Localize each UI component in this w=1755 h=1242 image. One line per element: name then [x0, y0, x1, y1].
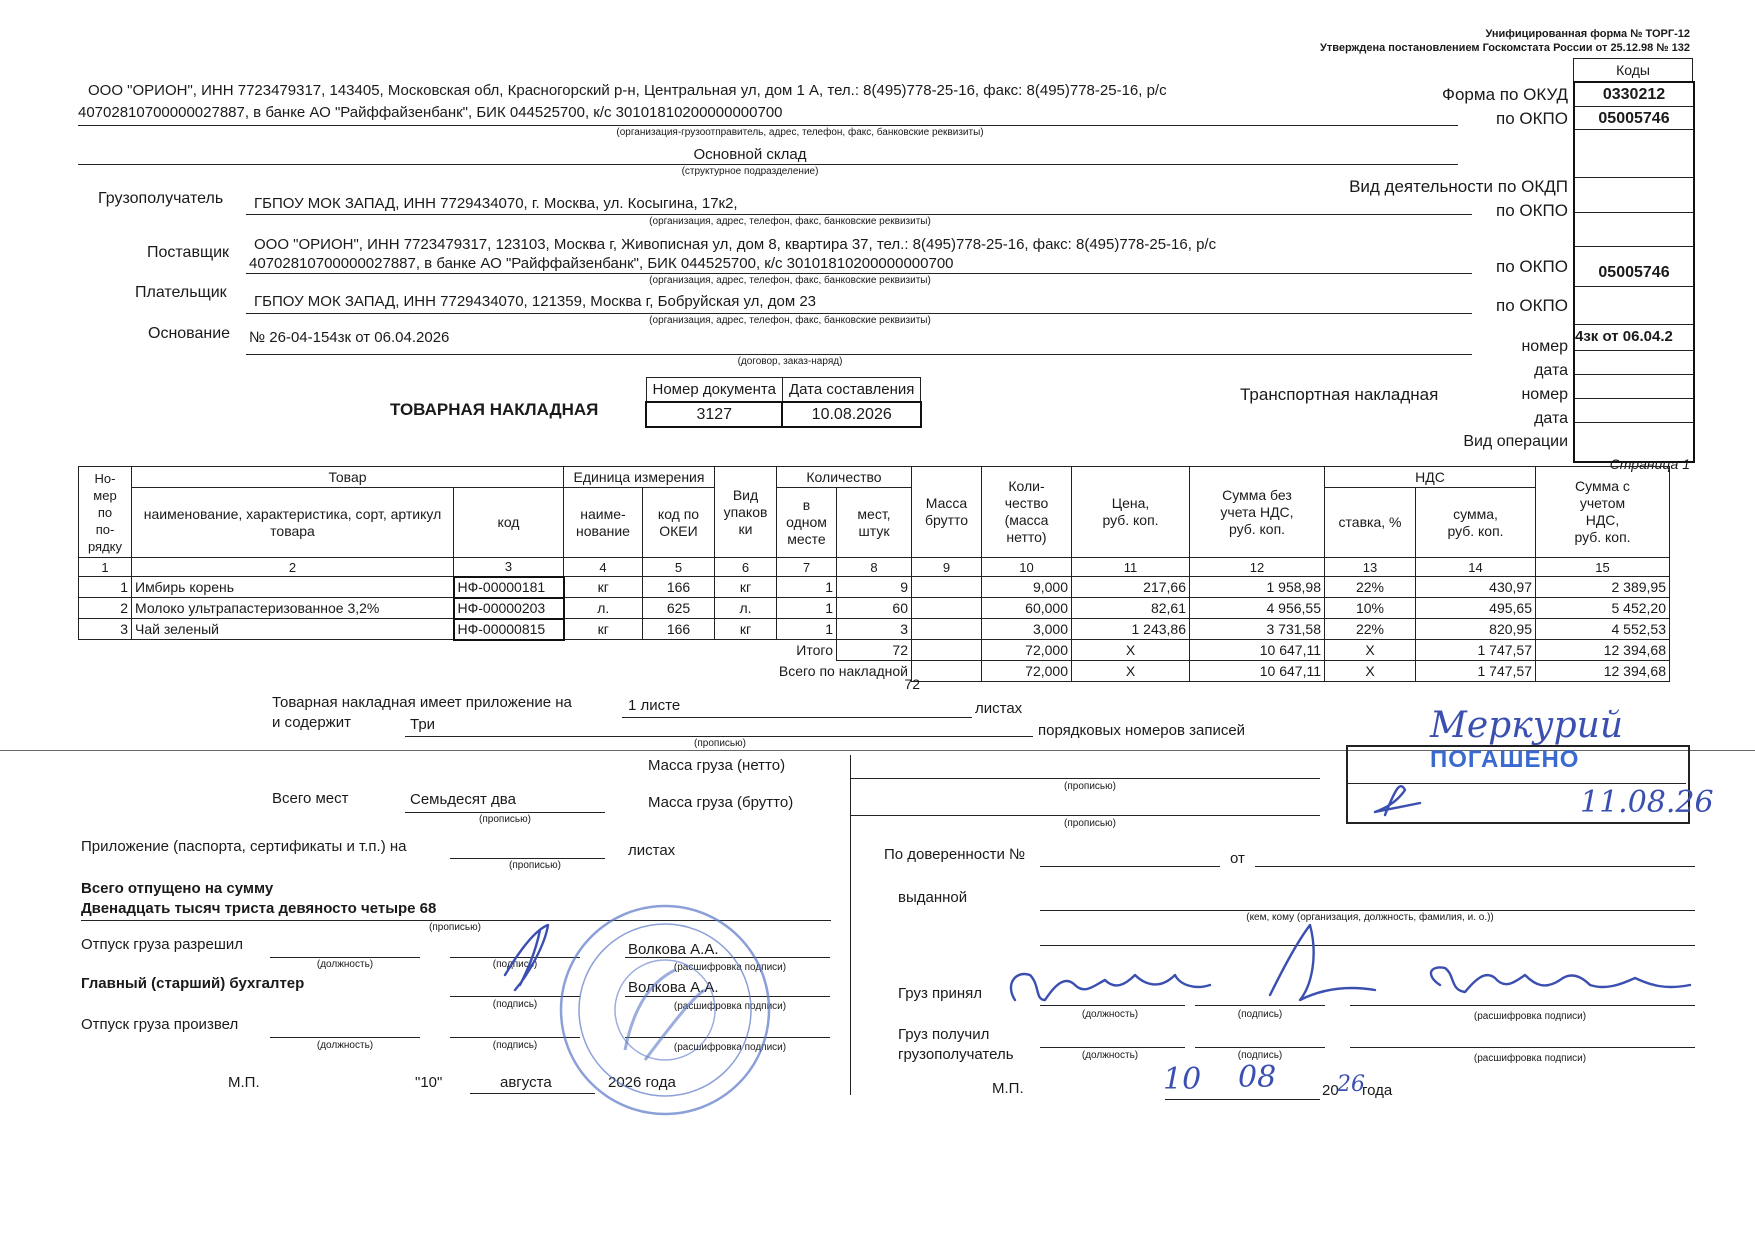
h-unit-name: наиме- нование	[564, 488, 643, 558]
vsego-net: 72,000	[982, 661, 1072, 682]
doc-title: ТОВАРНАЯ НАКЛАДНАЯ	[390, 400, 599, 419]
consignee-name-caption: (расшифровка подписи)	[1473, 1053, 1587, 1064]
vsego-vat: 1 747,57	[1416, 661, 1536, 682]
operation-label: Вид операции	[1463, 433, 1568, 450]
cell-code: НФ-00000815	[454, 619, 564, 640]
released-value: Двенадцать тысяч триста девяносто четыре 68	[81, 900, 437, 917]
itogo-places: 72	[837, 640, 912, 661]
supplier-label: Поставщик	[147, 244, 230, 261]
consignee-received-label-2: грузополучатель	[898, 1046, 1014, 1063]
okpo-shipper-code: 05005746	[1575, 107, 1693, 131]
h-qty: Количество	[777, 467, 912, 488]
release-day: "10"	[415, 1074, 443, 1091]
received-position-signature	[1011, 974, 1210, 1000]
cell-places: 60	[837, 598, 912, 619]
doc-date: 10.08.2026	[782, 402, 920, 427]
h-okei: код по ОКЕИ	[643, 488, 715, 558]
itogo-price: X	[1072, 640, 1190, 661]
receipt-month-handwritten: 08	[1238, 1060, 1277, 1095]
payer-label: Плательщик	[135, 284, 227, 301]
gross-caption: (прописью)	[1064, 818, 1116, 829]
basis-number-code: 4зк от 06.04.2	[1575, 325, 1693, 351]
doc-number-header: Номер документа	[646, 378, 782, 403]
cell-pack: кг	[715, 619, 777, 640]
consignee-pos-caption: (должность)	[1081, 1050, 1139, 1061]
cell-code: НФ-00000181	[454, 577, 564, 598]
cell-okei: 166	[643, 619, 715, 640]
column-number: 5	[643, 558, 715, 577]
supplier-line2: 40702810700000027887, в банке АО "Райффайзенбанк", БИК 044525700, к/с 30101810200000000700	[249, 255, 954, 272]
cell-vat: 495,65	[1416, 598, 1536, 619]
net-label: Масса груза (нетто)	[648, 757, 786, 774]
h-goods: Товар	[132, 467, 564, 488]
division-caption: (структурное подразделение)	[681, 166, 819, 177]
column-number: 2	[132, 558, 454, 577]
column-number: 7	[777, 558, 837, 577]
shipper-line1: ООО "ОРИОН", ИНН 7723479317, 143405, Московская обл, Красногорский р-н, Центральная ул, дом 1 А, тел.: 8(495)778-25-16, факс: 8(495)778-25-16, р/с	[88, 82, 1167, 99]
division: Основной склад	[693, 146, 807, 163]
h-total: Сумма с учетом НДС, руб. коп.	[1536, 467, 1670, 558]
cell-n: 1	[79, 577, 132, 598]
consignee-received-label-1: Груз получил	[898, 1026, 990, 1043]
itogo-net: 72,000	[982, 640, 1072, 661]
cell-n: 3	[79, 619, 132, 640]
allowed-name-caption: (расшифровка подписи)	[673, 962, 787, 973]
h-unit: Единица измерения	[564, 467, 715, 488]
vsego-price: X	[1072, 661, 1190, 682]
attach-listah: листах	[975, 700, 1023, 717]
appendix-listah: листах	[628, 842, 676, 859]
cell-price: 1 243,86	[1072, 619, 1190, 640]
cell-pack: кг	[715, 577, 777, 598]
release-year: 2026 года	[608, 1074, 676, 1091]
records-label: порядковых номеров записей	[1038, 722, 1246, 739]
shipped-pos-caption: (должность)	[316, 1040, 374, 1051]
cell-name: Молоко ультрапастеризованное 3,2%	[132, 598, 454, 619]
cell-vat: 430,97	[1416, 577, 1536, 598]
vsego-total: 12 394,68	[1536, 661, 1670, 682]
round-stamp	[555, 900, 775, 1120]
form-approval: Утверждена постановлением Госкомстата России от 25.12.98 № 132	[1320, 42, 1690, 54]
places-label: Всего мест	[272, 790, 349, 807]
itogo-vat: 1 747,57	[1416, 640, 1536, 661]
shipper-line2: 40702810700000027887, в банке АО "Райффайзенбанк", БИК 044525700, к/с 30101810200000000700	[78, 104, 783, 121]
mercury-stamp-date: 11.08.26	[1580, 785, 1714, 820]
cell-sum: 3 731,58	[1190, 619, 1325, 640]
column-number: 3	[454, 558, 564, 577]
allowed-pos-caption: (должность)	[316, 959, 374, 970]
basis-label: Основание	[148, 325, 231, 342]
cell-net: 9,000	[982, 577, 1072, 598]
mercury-sign-word: Меркурий	[1430, 705, 1624, 746]
contains-caption: (прописью)	[694, 738, 746, 749]
column-number: 13	[1325, 558, 1416, 577]
h-gross: Масса брутто	[912, 467, 982, 558]
cell-vat: 820,95	[1416, 619, 1536, 640]
transport-data-label: дата	[1534, 410, 1568, 427]
supplier-line1: ООО "ОРИОН", ИНН 7723479317, 123103, Москва г, Живописная ул, дом 8, квартира 37, тел.: 8(495)778-25-16, факс: 8(495)778-25-16, р/с	[254, 236, 1217, 253]
itogo-sum: 10 647,11	[1190, 640, 1325, 661]
gross-label: Масса груза (брутто)	[648, 794, 794, 811]
issued-caption: (кем, кому (организация, должность, фамилия, и. о.))	[1246, 912, 1494, 923]
net-caption: (прописью)	[1064, 781, 1116, 792]
column-number: 12	[1190, 558, 1325, 577]
places-caption: (прописью)	[479, 814, 531, 825]
cell-sum: 1 958,98	[1190, 577, 1325, 598]
consignee-caption: (организация, адрес, телефон, факс, банковские реквизиты)	[649, 216, 931, 227]
receipt-day-handwritten: 10	[1163, 1062, 1202, 1097]
vsego-places: 72	[904, 676, 920, 692]
h-code: код	[454, 488, 564, 558]
itogo-rate: X	[1325, 640, 1416, 661]
mp-left: М.П.	[228, 1074, 260, 1091]
cell-net: 60,000	[982, 598, 1072, 619]
h-net: Коли- чество (масса нетто)	[982, 467, 1072, 558]
cell-okei: 625	[643, 598, 715, 619]
attach-label: Товарная накладная имеет приложение на	[272, 694, 572, 711]
column-number: 14	[1416, 558, 1536, 577]
column-number: 15	[1536, 558, 1670, 577]
cell-unit: л.	[564, 598, 643, 619]
cell-places: 9	[837, 577, 912, 598]
receipt-year-prefix: 20	[1322, 1082, 1339, 1099]
released-signature	[505, 925, 548, 990]
shipped-sign-caption: (подпись)	[492, 1040, 538, 1051]
h-vat-sum: сумма, руб. коп.	[1416, 488, 1536, 558]
shipper-caption: (организация-грузоотправитель, адрес, телефон, факс, банковские реквизиты)	[616, 127, 984, 138]
doc-number: 3127	[646, 402, 782, 427]
receipt-year-handwritten: 26	[1337, 1072, 1365, 1097]
cell-price: 217,66	[1072, 577, 1190, 598]
payer-value: ГБПОУ МОК ЗАПАД, ИНН 7729434070, 121359, Москва г, Бобруйская ул, дом 23	[254, 293, 817, 310]
page-label: Страница 1	[1609, 456, 1690, 472]
basis-value: № 26-04-154зк от 06.04.2026	[249, 329, 450, 346]
cell-in-place: 1	[777, 619, 837, 640]
cell-unit: кг	[564, 619, 643, 640]
contains-value: Три	[410, 716, 436, 733]
received-signature	[1270, 925, 1375, 1000]
column-number: 10	[982, 558, 1072, 577]
consignee-label: Грузополучатель	[98, 190, 224, 207]
shipped-label: Отпуск груза произвел	[81, 1016, 239, 1033]
okdp-label: Вид деятельности по ОКДП	[1349, 177, 1568, 196]
column-number: 1	[79, 558, 132, 577]
form-title: Унифицированная форма № ТОРГ-12	[1485, 28, 1690, 40]
cell-in-place: 1	[777, 577, 837, 598]
transport-nomer-label: номер	[1521, 386, 1568, 403]
cell-sum: 4 956,55	[1190, 598, 1325, 619]
allowed-label: Отпуск груза разрешил	[81, 936, 243, 953]
h-rate: ставка, %	[1325, 488, 1416, 558]
cell-okei: 166	[643, 577, 715, 598]
okud-code: 0330212	[1575, 83, 1693, 107]
accountant-sign-caption: (подпись)	[492, 999, 538, 1010]
cell-price: 82,61	[1072, 598, 1190, 619]
allowed-name: Волкова А.А.	[628, 941, 719, 958]
mp-right: М.П.	[992, 1080, 1024, 1097]
received-name-caption: (расшифровка подписи)	[1473, 1011, 1587, 1022]
okpo-label-1: по ОКПО	[1496, 109, 1568, 128]
received-pos-caption: (должность)	[1081, 1009, 1139, 1020]
proxy-label: По доверенности №	[884, 846, 1026, 863]
codes-title: Коды	[1573, 58, 1693, 82]
h-no: Но- мер по по- рядку	[79, 467, 132, 558]
h-price: Цена, руб. коп.	[1072, 467, 1190, 558]
okud-label: Форма по ОКУД	[1442, 85, 1568, 104]
released-label: Всего отпущено на сумму	[81, 880, 274, 897]
okpo-label-4: по ОКПО	[1496, 296, 1568, 315]
column-number: 11	[1072, 558, 1190, 577]
vsego-label-text: Всего по накладной	[778, 662, 908, 679]
appendix-caption: (прописью)	[509, 860, 561, 871]
okpo-label-3: по ОКПО	[1496, 257, 1568, 276]
allowed-sign-caption: (подпись)	[492, 959, 538, 970]
cell-n: 2	[79, 598, 132, 619]
cell-net: 3,000	[982, 619, 1072, 640]
shipped-name-caption: (расшифровка подписи)	[673, 1042, 787, 1053]
receipt-year-goda: года	[1362, 1082, 1393, 1099]
stamp-approver-signature	[1375, 786, 1420, 815]
appendix-label: Приложение (паспорта, сертификаты и т.п.) на	[81, 838, 407, 855]
column-number: 4	[564, 558, 643, 577]
cell-rate: 22%	[1325, 577, 1416, 598]
received-sign-caption: (подпись)	[1237, 1009, 1283, 1020]
transport-label: Транспортная накладная	[1240, 385, 1439, 404]
proxy-ot: от	[1230, 850, 1245, 867]
cell-places: 3	[837, 619, 912, 640]
cell-name: Чай зеленый	[132, 619, 454, 640]
cell-name: Имбирь корень	[132, 577, 454, 598]
okpo-supplier-code: 05005746	[1575, 247, 1693, 287]
h-in-place: в одном месте	[777, 488, 837, 558]
payer-caption: (организация, адрес, телефон, факс, банковские реквизиты)	[649, 315, 931, 326]
basis-caption: (договор, заказ-наряд)	[737, 356, 843, 367]
issued-label: выданной	[898, 889, 968, 906]
supplier-caption: (организация, адрес, телефон, факс, банковские реквизиты)	[649, 275, 931, 286]
column-number: 6	[715, 558, 777, 577]
h-pack: Вид упаков ки	[715, 467, 777, 558]
released-caption: (прописью)	[429, 922, 481, 933]
doc-date-header: Дата составления	[782, 378, 920, 403]
itogo-total: 12 394,68	[1536, 640, 1670, 661]
cell-unit: кг	[564, 577, 643, 598]
attach-value: 1 листе	[628, 697, 681, 714]
cell-rate: 22%	[1325, 619, 1416, 640]
received-name-signature	[1431, 967, 1690, 992]
h-places: мест, штук	[837, 488, 912, 558]
cell-code: НФ-00000203	[454, 598, 564, 619]
consignee-value: ГБПОУ МОК ЗАПАД, ИНН 7729434070, г. Москва, ул. Косыгина, 17к2,	[254, 195, 738, 212]
cell-total: 4 552,53	[1536, 619, 1670, 640]
cell-total: 2 389,95	[1536, 577, 1670, 598]
cell-pack: л.	[715, 598, 777, 619]
accountant-name-caption: (расшифровка подписи)	[673, 1001, 787, 1012]
release-month: августа	[500, 1074, 552, 1091]
column-number: 9	[912, 558, 982, 577]
okpo-label-2: по ОКПО	[1496, 201, 1568, 220]
basis-nomer-label: номер	[1521, 338, 1568, 355]
basis-data-label: дата	[1534, 362, 1568, 379]
places-value: Семьдесят два	[410, 791, 516, 808]
accountant-label: Главный (старший) бухгалтер	[81, 975, 305, 992]
accountant-name: Волкова А.А.	[628, 979, 719, 996]
cell-rate: 10%	[1325, 598, 1416, 619]
contains-label: и содержит	[272, 714, 351, 731]
h-sum-novat: Сумма без учета НДС, руб. коп.	[1190, 467, 1325, 558]
cell-in-place: 1	[777, 598, 837, 619]
received-label: Груз принял	[898, 985, 983, 1002]
vsego-sum: 10 647,11	[1190, 661, 1325, 682]
h-goods-name: наименование, характеристика, сорт, артикул товара	[132, 488, 454, 558]
column-number: 8	[837, 558, 912, 577]
cell-total: 5 452,20	[1536, 598, 1670, 619]
h-vat: НДС	[1325, 467, 1536, 488]
itogo-label: Итого	[796, 641, 833, 658]
vsego-rate: X	[1325, 661, 1416, 682]
mercury-stamp-text: ПОГАШЕНО	[1430, 746, 1580, 773]
consignee-sign-caption: (подпись)	[1237, 1050, 1283, 1061]
